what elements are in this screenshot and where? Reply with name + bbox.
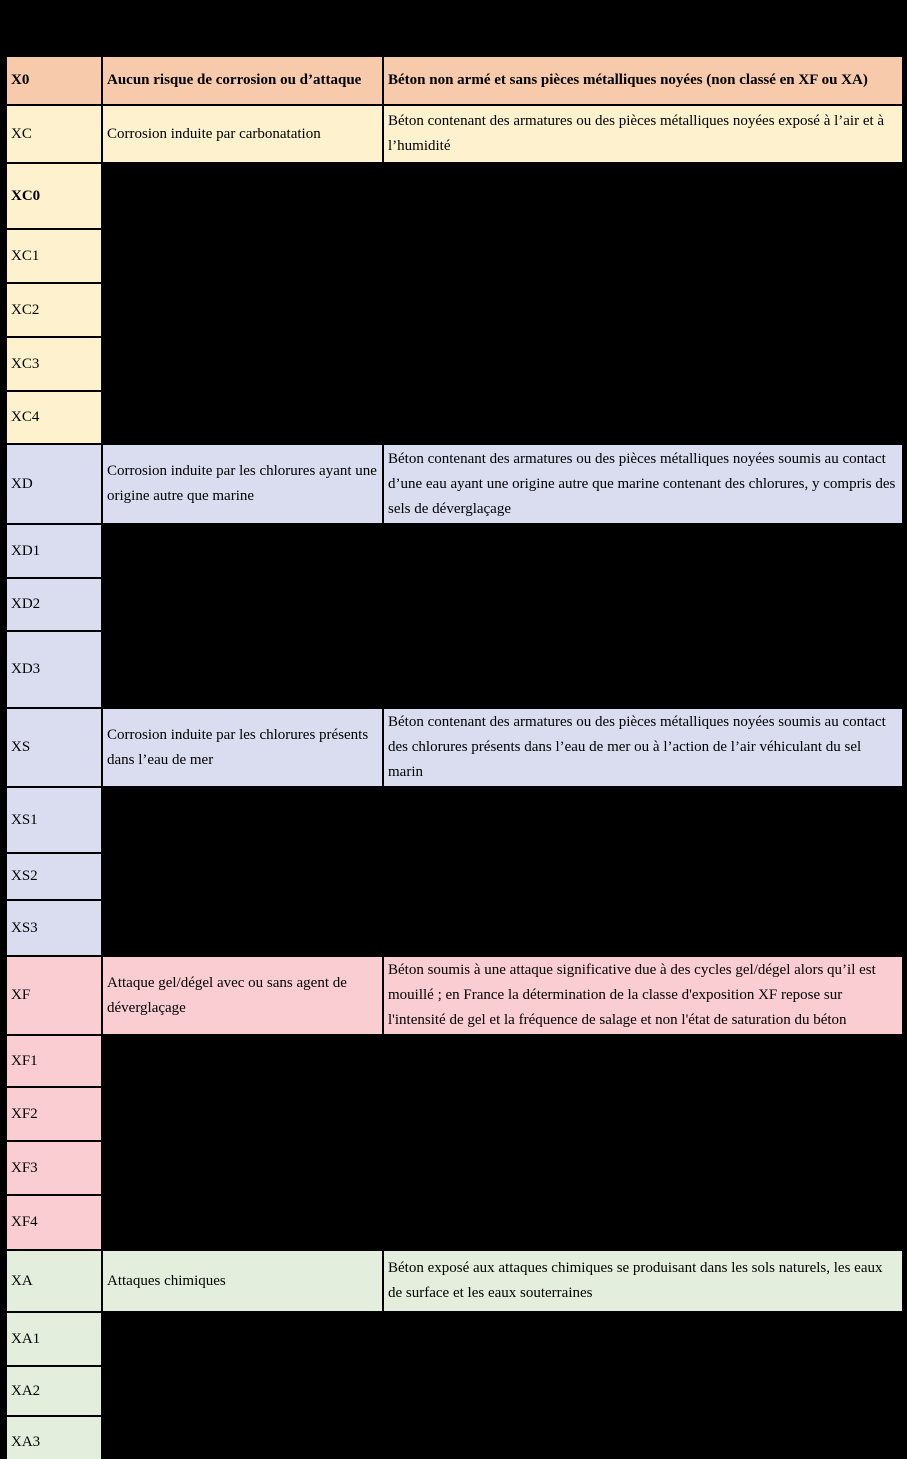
redacted-cell <box>102 229 903 283</box>
class-code-cell: XC3 <box>6 337 102 391</box>
redacted-cell <box>102 283 903 337</box>
class-code-cell: X0 <box>6 56 102 105</box>
table-row <box>6 105 903 163</box>
description-cell: Béton contenant des armatures ou des pièces métalliques noyées soumis au contact d’une eau ayant une origine autre que marine contenant des chlorures, y compris des sels de déverglaçage <box>383 444 903 524</box>
class-code-cell: XD3 <box>6 631 102 708</box>
table-row <box>6 1366 903 1416</box>
class-code-cell: XD <box>6 444 102 524</box>
class-code-cell: XF1 <box>6 1035 102 1087</box>
table-row <box>6 708 903 787</box>
description-cell: Béton soumis à une attaque significative due à des cycles gel/dégel alors qu’il est mouillé ; en France la détermination de la classe d'exposition XF repose sur l'intensité de gel et la fréquence de salage et non l'état de saturation du béton <box>383 956 903 1035</box>
redacted-cell <box>102 787 903 853</box>
class-code-cell: XF <box>6 956 102 1035</box>
class-code-cell: XS <box>6 708 102 787</box>
table-row <box>6 1416 903 1459</box>
class-code-cell: XA2 <box>6 1366 102 1416</box>
class-code-cell: XC4 <box>6 391 102 444</box>
redacted-cell <box>102 524 903 578</box>
table-row <box>6 229 903 283</box>
redacted-cell <box>102 1141 903 1195</box>
risk-cell: Attaque gel/dégel avec ou sans agent de déverglaçage <box>102 956 383 1035</box>
class-code-cell: XF3 <box>6 1141 102 1195</box>
redacted-cell <box>102 578 903 631</box>
redacted-cell <box>102 1366 903 1416</box>
class-code-cell: XC2 <box>6 283 102 337</box>
risk-cell: Corrosion induite par les chlorures ayant une origine autre que marine <box>102 444 383 524</box>
redacted-cell <box>102 900 903 956</box>
class-code-cell: XD2 <box>6 578 102 631</box>
redacted-cell <box>102 1195 903 1250</box>
risk-cell: Attaques chimiques <box>102 1250 383 1312</box>
redacted-cell <box>102 1035 903 1087</box>
class-code-cell: XA3 <box>6 1416 102 1459</box>
table-row <box>6 1141 903 1195</box>
class-code-cell: XC <box>6 105 102 163</box>
table-row <box>6 391 903 444</box>
class-code-cell: XS2 <box>6 853 102 900</box>
redacted-cell <box>102 337 903 391</box>
table-row <box>6 1195 903 1250</box>
class-code-cell: XC0 <box>6 163 102 229</box>
class-code-cell: XS1 <box>6 787 102 853</box>
redacted-cell <box>102 1416 903 1459</box>
table-row <box>6 1312 903 1366</box>
table-row <box>6 1087 903 1141</box>
table-row <box>6 631 903 708</box>
class-code-cell: XF4 <box>6 1195 102 1250</box>
class-code-cell: XS3 <box>6 900 102 956</box>
redacted-cell <box>102 391 903 444</box>
redacted-cell <box>102 1087 903 1141</box>
table-row <box>6 444 903 524</box>
table-row <box>6 853 903 900</box>
table-row <box>6 900 903 956</box>
description-cell: Béton exposé aux attaques chimiques se produisant dans les sols naturels, les eaux de surface et les eaux souterraines <box>383 1250 903 1312</box>
table-row <box>6 956 903 1035</box>
table-row <box>6 1035 903 1087</box>
table-row <box>6 524 903 578</box>
risk-cell: Aucun risque de corrosion ou d’attaque <box>102 56 383 105</box>
exposure-classes-table <box>5 55 904 1459</box>
redacted-cell <box>102 163 903 229</box>
redacted-cell <box>102 853 903 900</box>
redacted-cell <box>102 1312 903 1366</box>
class-code-cell: XA1 <box>6 1312 102 1366</box>
redacted-cell <box>102 631 903 708</box>
description-cell: Béton non armé et sans pièces métalliques noyées (non classé en XF ou XA) <box>383 56 903 105</box>
class-code-cell: XA <box>6 1250 102 1312</box>
table-row <box>6 1250 903 1312</box>
risk-cell: Corrosion induite par carbonatation <box>102 105 383 163</box>
table-row <box>6 337 903 391</box>
table-row <box>6 56 903 105</box>
class-code-cell: XD1 <box>6 524 102 578</box>
table-row <box>6 578 903 631</box>
risk-cell: Corrosion induite par les chlorures présents dans l’eau de mer <box>102 708 383 787</box>
description-cell: Béton contenant des armatures ou des pièces métalliques noyées exposé à l’air et à l’humidité <box>383 105 903 163</box>
table-row <box>6 787 903 853</box>
table-row <box>6 163 903 229</box>
description-cell: Béton contenant des armatures ou des pièces métalliques noyées soumis au contact des chlorures présents dans l’eau de mer ou à l’action de l’air véhiculant du sel marin <box>383 708 903 787</box>
class-code-cell: XC1 <box>6 229 102 283</box>
class-code-cell: XF2 <box>6 1087 102 1141</box>
table-row <box>6 283 903 337</box>
